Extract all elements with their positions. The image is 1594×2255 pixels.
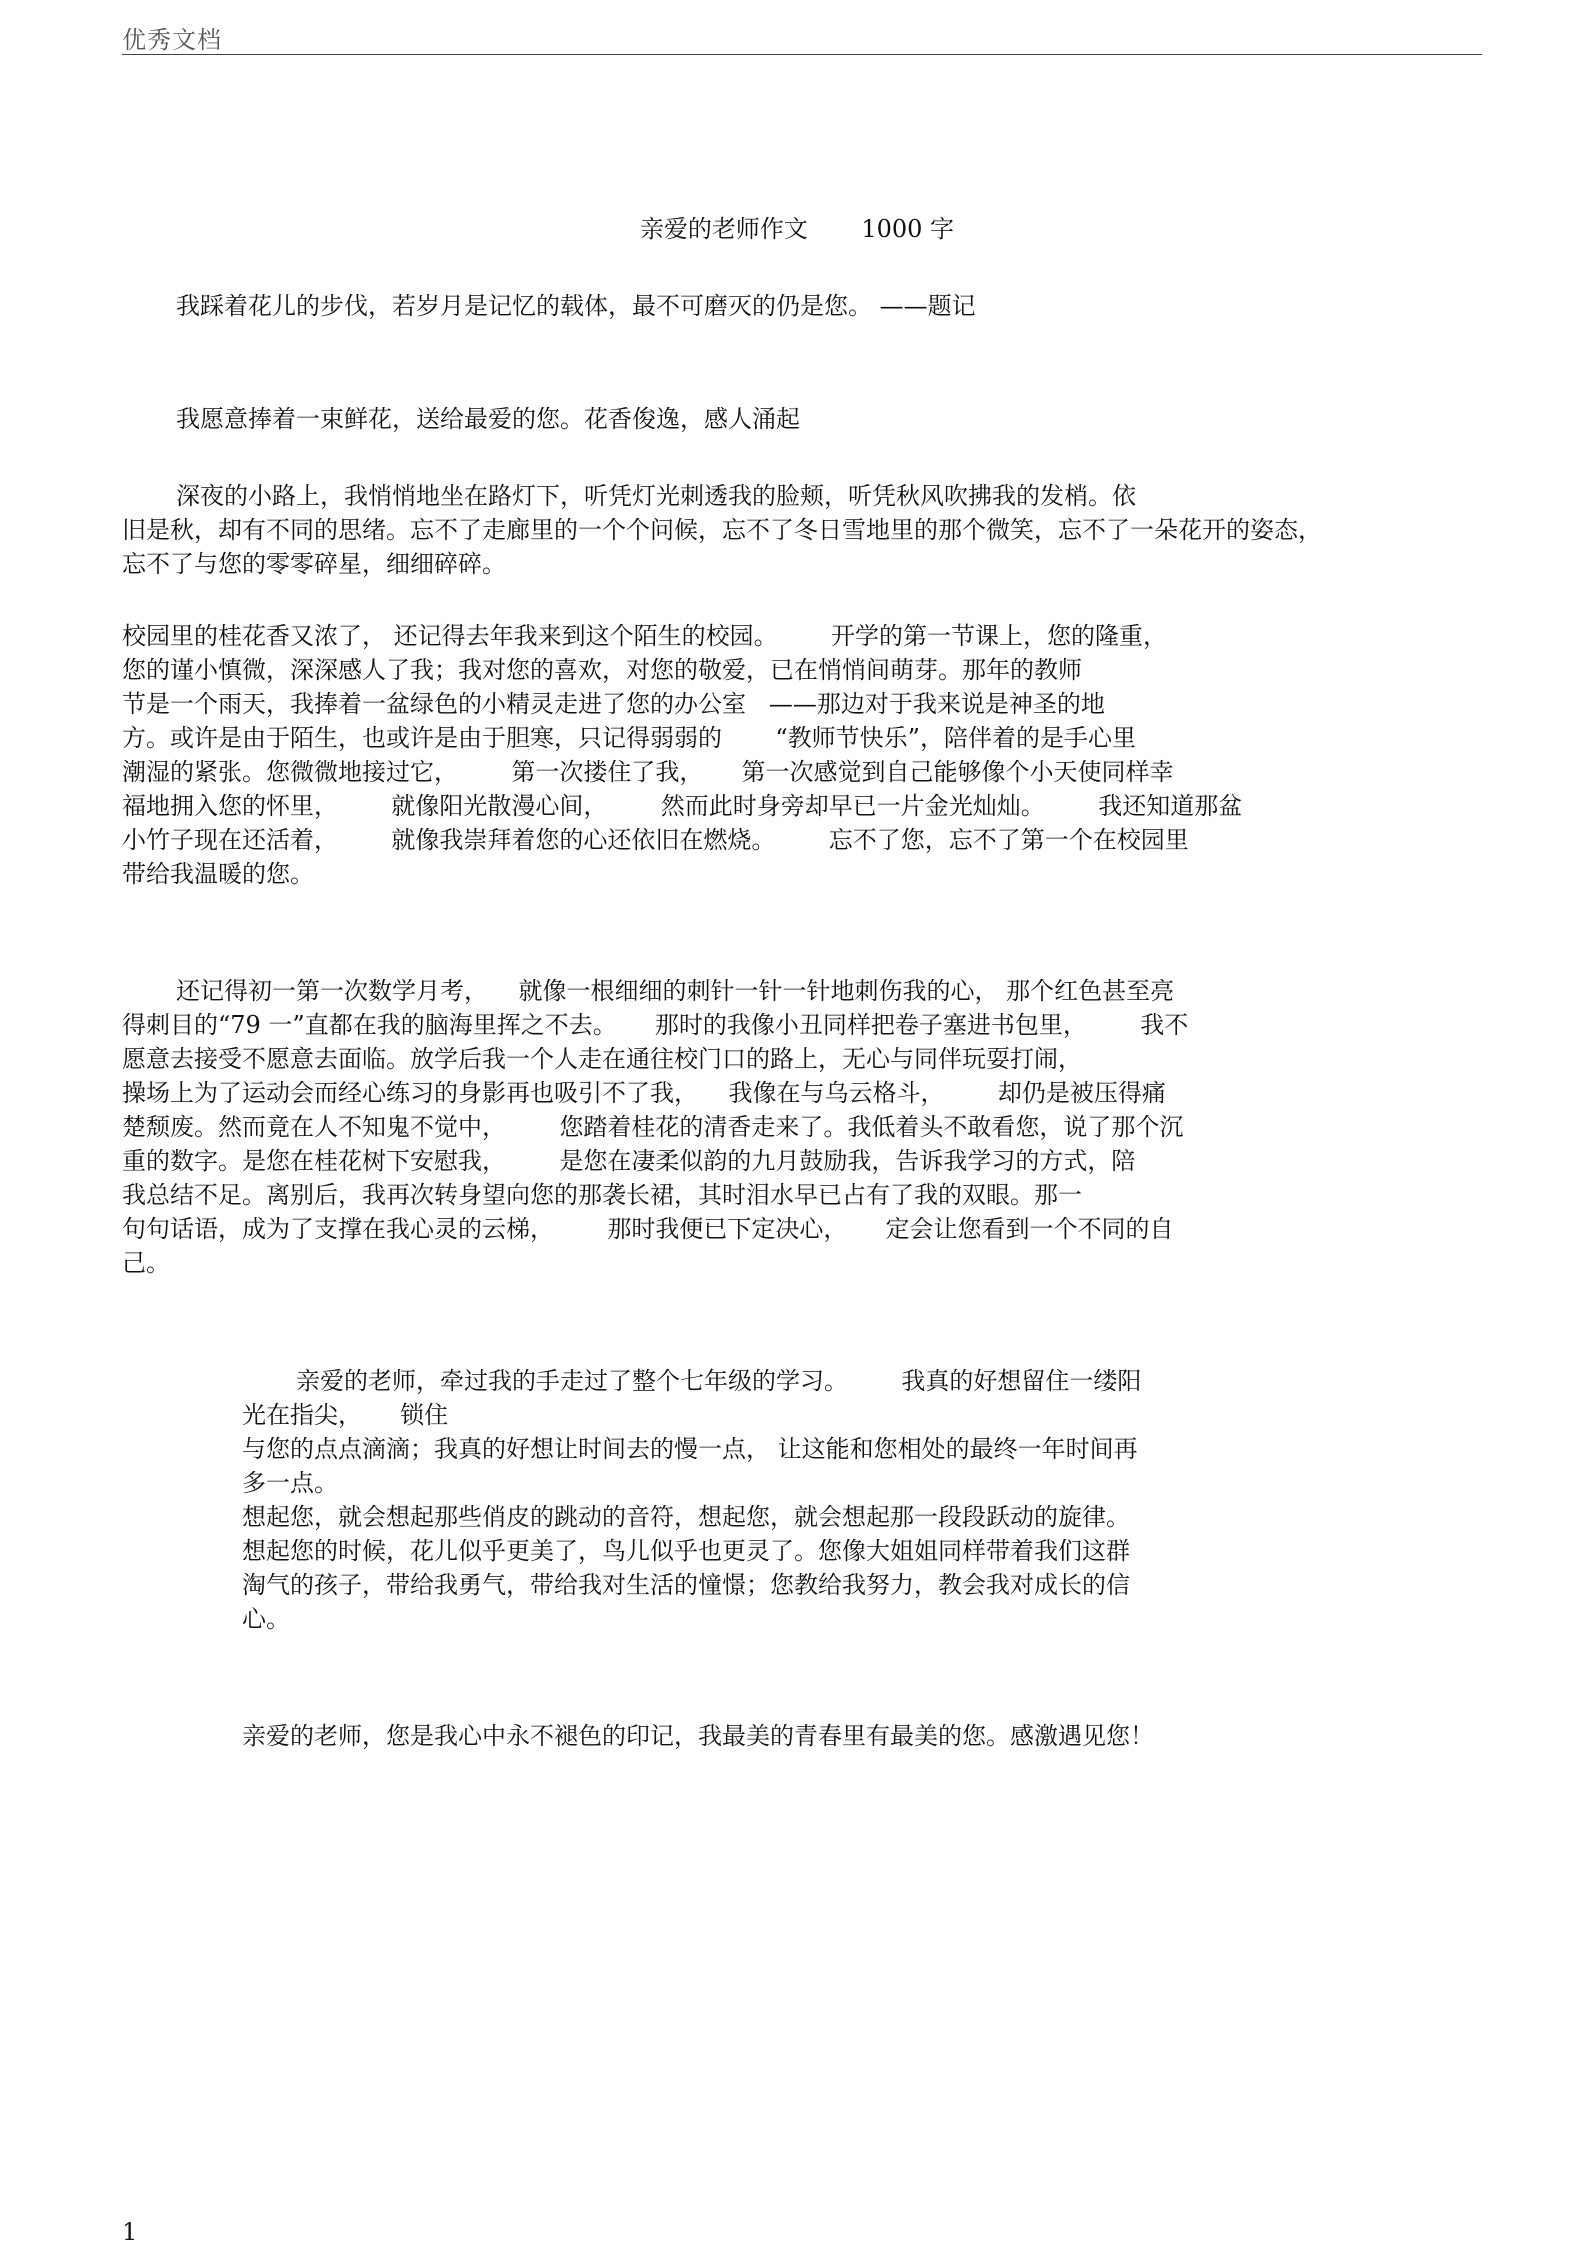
paragraph-line: 己。 bbox=[122, 1249, 170, 1277]
paragraph-line: 忘不了与您的零零碎星，细细碎碎。 bbox=[122, 550, 506, 578]
paragraph-line: 光在指尖， 锁住 bbox=[242, 1401, 449, 1429]
closing-line: 亲爱的老师，您是我心中永不褪色的印记，我最美的青春里有最美的您。感激遇见您！ bbox=[242, 1722, 1154, 1750]
paragraph-line: 淘气的孩子，带给我勇气，带给我对生活的憧憬；您教给我努力，教会我对成长的信 bbox=[242, 1571, 1130, 1599]
paragraph-line: 楚颓废。然而竟在人不知鬼不觉中， 您踏着桂花的清香走来了。我低着头不敢看您，说了那个沉 bbox=[122, 1113, 1184, 1141]
document-title: 亲爱的老师作文 1000 字 bbox=[639, 215, 955, 243]
paragraph-line: 您的谨小慎微，深深感人了我；我对您的喜欢，对您的敬爱，已在悄悄间萌芽。那年的教师 bbox=[122, 656, 1082, 684]
paragraph-line: 与您的点点滴滴；我真的好想让时间去的慢一点， 让这能和您相处的最终一年时间再 bbox=[242, 1435, 1138, 1463]
paragraph-line: 深夜的小路上，我悄悄地坐在路灯下，听凭灯光刺透我的脸颊，听凭秋风吹拂我的发梢。依 bbox=[176, 482, 1136, 510]
paragraph-line: 校园里的桂花香又浓了， 还记得去年我来到这个陌生的校园。 开学的第一节课上，您的隆重， bbox=[122, 622, 1168, 650]
paragraph-line: 亲爱的老师，牵过我的手走过了整个七年级的学习。 我真的好想留住一缕阳 bbox=[296, 1367, 1142, 1395]
paragraph-line: 多一点。 bbox=[242, 1469, 338, 1497]
paragraph-line: 想起您的时候，花儿似乎更美了，鸟儿似乎也更灵了。您像大姐姐同样带着我们这群 bbox=[242, 1537, 1130, 1565]
paragraph-line: 我总结不足。离别后，我再次转身望向您的那袭长裙，其时泪水早已占有了我的双眼。那一 bbox=[122, 1181, 1082, 1209]
epigraph: 我踩着花儿的步伐，若岁月是记忆的载体，最不可磨灭的仍是您。 ——题记 bbox=[176, 292, 976, 320]
paragraph-line: 小竹子现在还活着， 就像我崇拜着您的心还依旧在燃烧。 忘不了您，忘不了第一个在校园里 bbox=[122, 826, 1189, 854]
paragraph-line: 节是一个雨天，我捧着一盆绿色的小精灵走进了您的办公室 ——那边对于我来说是神圣的地 bbox=[122, 690, 1105, 718]
paragraph-line: 方。或许是由于陌生，也或许是由于胆寒，只记得弱弱的 “教师节快乐”，陪伴着的是手心里 bbox=[122, 724, 1136, 752]
paragraph-line: 旧是秋，却有不同的思绪。忘不了走廊里的一个个问候，忘不了冬日雪地里的那个微笑，忘不了一朵花开的姿态， bbox=[122, 516, 1322, 544]
paragraph-line: 潮湿的紧张。您微微地接过它， 第一次搂住了我， 第一次感觉到自己能够像个小天使同样幸 bbox=[122, 758, 1174, 786]
page-number: 1 bbox=[122, 2218, 138, 2246]
paragraph-line: 重的数字。是您在桂花树下安慰我， 是您在凄柔似韵的九月鼓励我，告诉我学习的方式，陪 bbox=[122, 1147, 1136, 1175]
paragraph-line: 得刺目的“79 一”直都在我的脑海里挥之不去。 那时的我像小丑同样把卷子塞进书包里， 我不 bbox=[122, 1011, 1189, 1039]
paragraph-line: 操场上为了运动会而经心练习的身影再也吸引不了我， 我像在与乌云格斗， 却仍是被压得痛 bbox=[122, 1079, 1166, 1107]
header-text: 优秀文档 bbox=[122, 26, 222, 54]
paragraph-line: 福地拥入您的怀里， 就像阳光散漫心间， 然而此时身旁却早已一片金光灿灿。 我还知道那盆 bbox=[122, 792, 1243, 820]
paragraph-line: 句句话语，成为了支撑在我心灵的云梯， 那时我便已下定决心， 定会让您看到一个不同的自 bbox=[122, 1215, 1174, 1243]
paragraph-line: 心。 bbox=[242, 1605, 290, 1633]
paragraph-line: 还记得初一第一次数学月考， 就像一根细细的刺针一针一针地刺伤我的心， 那个红色甚至亮 bbox=[176, 977, 1175, 1005]
paragraph-line: 带给我温暖的您。 bbox=[122, 860, 314, 888]
intro-line: 我愿意捧着一束鲜花，送给最爱的您。花香俊逸，感人涌起 bbox=[176, 405, 800, 433]
paragraph-line: 想起您，就会想起那些俏皮的跳动的音符，想起您，就会想起那一段段跃动的旋律。 bbox=[242, 1503, 1130, 1531]
page-header bbox=[122, 18, 1482, 55]
paragraph-line: 愿意去接受不愿意去面临。放学后我一个人走在通往校门口的路上，无心与同伴玩耍打闹， bbox=[122, 1045, 1082, 1073]
